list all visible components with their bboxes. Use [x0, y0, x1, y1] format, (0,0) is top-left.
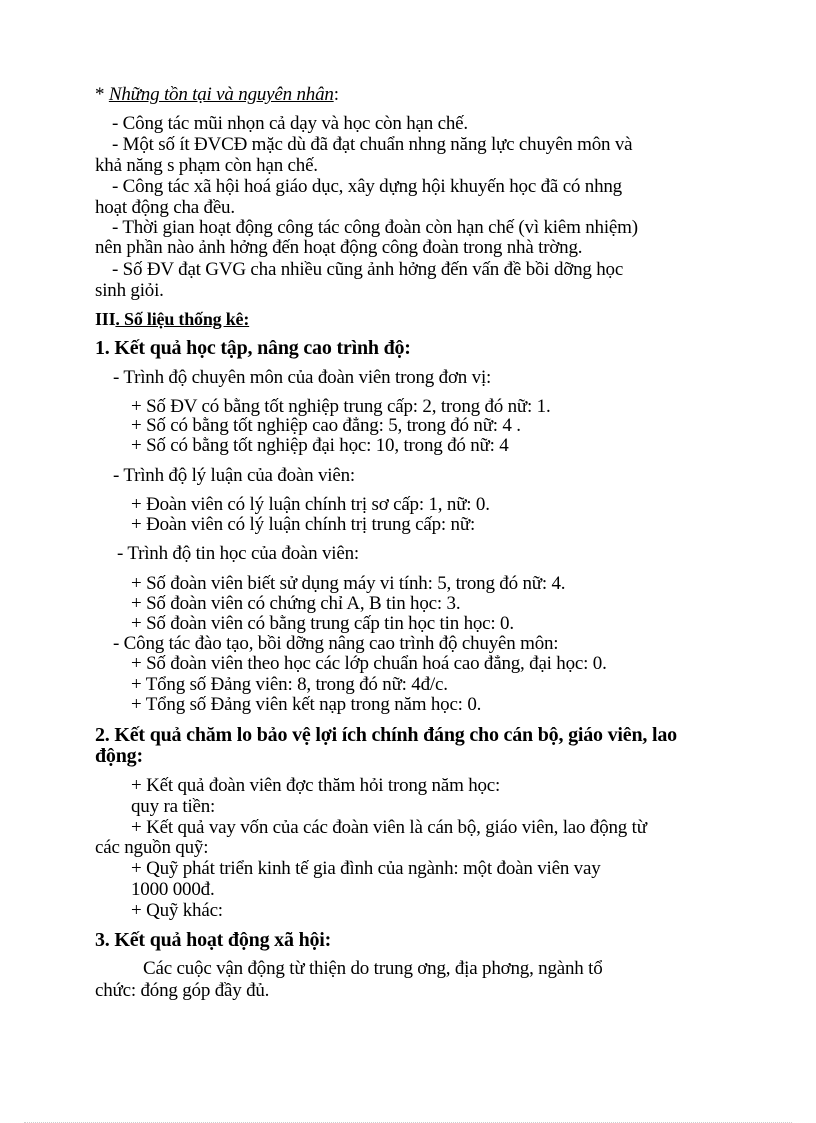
part1-item: + Đoàn viên có lý luận chính trị trung cấp: nữ: [131, 514, 476, 535]
issues-heading-colon: : [333, 84, 339, 105]
issue-item: - Một số ít ĐVCĐ mặc dù đã đạt chuẩn nhng năng lực chuyên môn và [112, 134, 633, 155]
part2-heading: 2. Kết quả chăm lo bảo vệ lợi ích chính đáng cho cán bộ, giáo viên, lao [95, 724, 677, 746]
issue-item-cont: nên phần nào ảnh hởng đến hoạt động công đoàn trong nhà trờng. [95, 237, 583, 258]
part1-item: + Đoàn viên có lý luận chính trị sơ cấp: 1, nữ: 0. [131, 494, 490, 515]
part1-item: + Số có bằng tốt nghiệp đại học: 10, trong đó nữ: 4 [131, 435, 509, 456]
part1-item: + Tổng số Đảng viên kết nạp trong năm học: 0. [131, 694, 482, 715]
part1-subhead: - Trình độ tin học của đoàn viên: [117, 543, 359, 564]
part1-item: + Số đoàn viên có bằng trung cấp tin học tin học: 0. [131, 613, 514, 634]
part2-heading-cont: động: [95, 745, 143, 767]
part1-item: + Số đoàn viên biết sử dụng máy vi tính: 5, trong đó nữ: 4. [131, 573, 566, 594]
part2-item: + Kết quả đoàn viên đợc thăm hỏi trong năm học: [131, 775, 501, 796]
issue-item: - Công tác mũi nhọn cả dạy và học còn hạn chế. [112, 113, 468, 134]
issue-item: - Công tác xã hội hoá giáo dục, xây dựng hội khuyến học đã có nhng [112, 176, 622, 197]
part3-heading: 3. Kết quả hoạt động xã hội: [95, 929, 332, 951]
part2-item: + Kết quả vay vốn của các đoàn viên là cán bộ, giáo viên, lao động từ [131, 817, 647, 838]
issues-heading-line [95, 84, 339, 106]
part2-item-cont: 1000 000đ. [131, 879, 215, 900]
part1-item: + Tổng số Đảng viên: 8, trong đó nữ: 4đ/c. [131, 674, 448, 695]
issues-heading: Những tồn tại và nguyên nhân [108, 84, 334, 105]
part3-paragraph-cont: chức: đóng góp đầy đủ. [95, 980, 270, 1001]
part1-subhead: - Trình độ lý luận của đoàn viên: [113, 465, 355, 486]
part2-item-cont: quy ra tiền: [131, 796, 216, 817]
part1-heading: 1. Kết quả học tập, nâng cao trình độ: [95, 337, 411, 359]
issue-item-cont: khả năng s phạm còn hạn chế. [95, 155, 318, 176]
part1-item: + Số đoàn viên có chứng chỉ A, B tin học: 3. [131, 593, 461, 614]
part2-item-cont: các nguồn quỹ: [95, 837, 209, 858]
part2-item: + Quỹ khác: [131, 900, 223, 921]
part1-item: + Số đoàn viên theo học các lớp chuẩn hoá cao đẳng, đại học: 0. [131, 653, 607, 674]
part1-subhead: - Trình độ chuyên môn của đoàn viên trong đơn vị: [113, 367, 492, 388]
issue-item-cont: hoạt động cha đều. [95, 197, 235, 218]
issue-item-cont: sinh giỏi. [95, 280, 164, 301]
part2-item: + Quỹ phát triển kinh tế gia đình của ngành: một đoàn viên vay [131, 858, 601, 879]
section-iii-roman: III [95, 309, 116, 329]
section-iii-title: . Số liệu thống kê: [115, 309, 250, 329]
part1-item: + Số có bằng tốt nghiệp cao đẳng: 5, trong đó nữ: 4 . [131, 415, 521, 436]
section-iii-heading [95, 308, 249, 330]
part1-subhead: - Công tác đào tạo, bồi dỡng nâng cao trình độ chuyên môn: [113, 633, 559, 654]
issue-item: - Thời gian hoạt động công tác công đoàn còn hạn chế (vì kiêm nhiệm) [112, 217, 638, 238]
part1-item: + Số ĐV có bằng tốt nghiệp trung cấp: 2, trong đó nữ: 1. [131, 396, 551, 417]
issue-item: - Số ĐV đạt GVG cha nhiều cũng ảnh hởng đến vấn đề bồi dỡng học [112, 259, 624, 280]
part3-paragraph: Các cuộc vận động từ thiện do trung ơng, địa phơng, ngành tổ [143, 958, 603, 979]
asterisk: * [95, 84, 109, 105]
